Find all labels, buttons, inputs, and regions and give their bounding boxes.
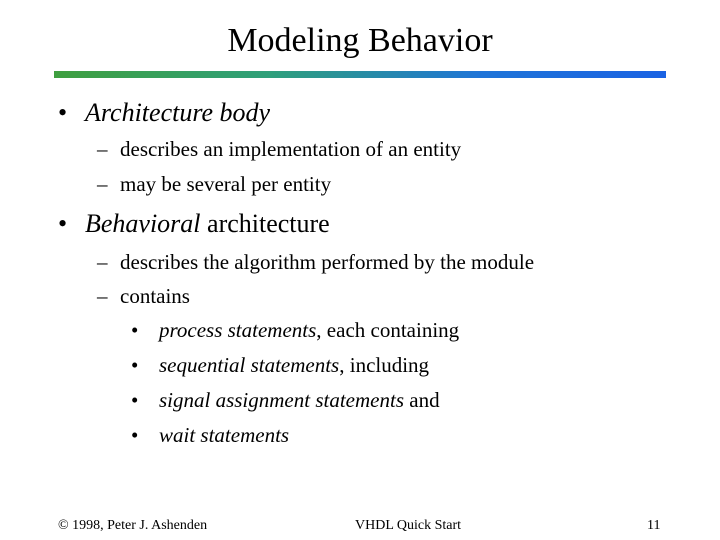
dash-marker: – <box>97 137 108 161</box>
bullet-marker: • <box>131 318 139 342</box>
page-number: 11 <box>647 518 661 533</box>
subbullet-text: contains <box>120 284 190 308</box>
item-rest: and <box>404 388 440 412</box>
bullet-marker: • <box>58 98 68 127</box>
subbullet-text: may be several per entity <box>120 172 332 196</box>
item-italic: wait statements <box>159 423 290 447</box>
subbullet-text: describes an implementation of an entity <box>120 137 462 161</box>
item-rest: , each containing <box>316 318 460 342</box>
subbullet-text: describes the algorithm performed by the module <box>120 250 535 274</box>
bullet-marker: • <box>131 423 139 447</box>
bullet-text-italic: Behavioral <box>85 209 201 238</box>
title-underline <box>54 71 666 78</box>
footer-title: VHDL Quick Start <box>355 518 462 533</box>
item-italic: signal assignment statements <box>159 388 404 412</box>
dash-marker: – <box>97 284 108 308</box>
item-rest: , including <box>339 353 430 377</box>
item-italic: process statements <box>159 318 317 342</box>
footer-copyright: © 1998, Peter J. Ashenden <box>58 518 208 533</box>
bullet-marker: • <box>58 209 68 238</box>
slide-title: Modeling Behavior <box>227 22 493 59</box>
bullet-text: Architecture body <box>85 98 271 127</box>
bullet-text-rest: architecture <box>200 209 330 238</box>
dash-marker: – <box>97 172 108 196</box>
bullet-marker: • <box>131 388 139 412</box>
item-italic: sequential statements <box>159 353 340 377</box>
bullet-marker: • <box>131 353 139 377</box>
dash-marker: – <box>97 250 108 274</box>
